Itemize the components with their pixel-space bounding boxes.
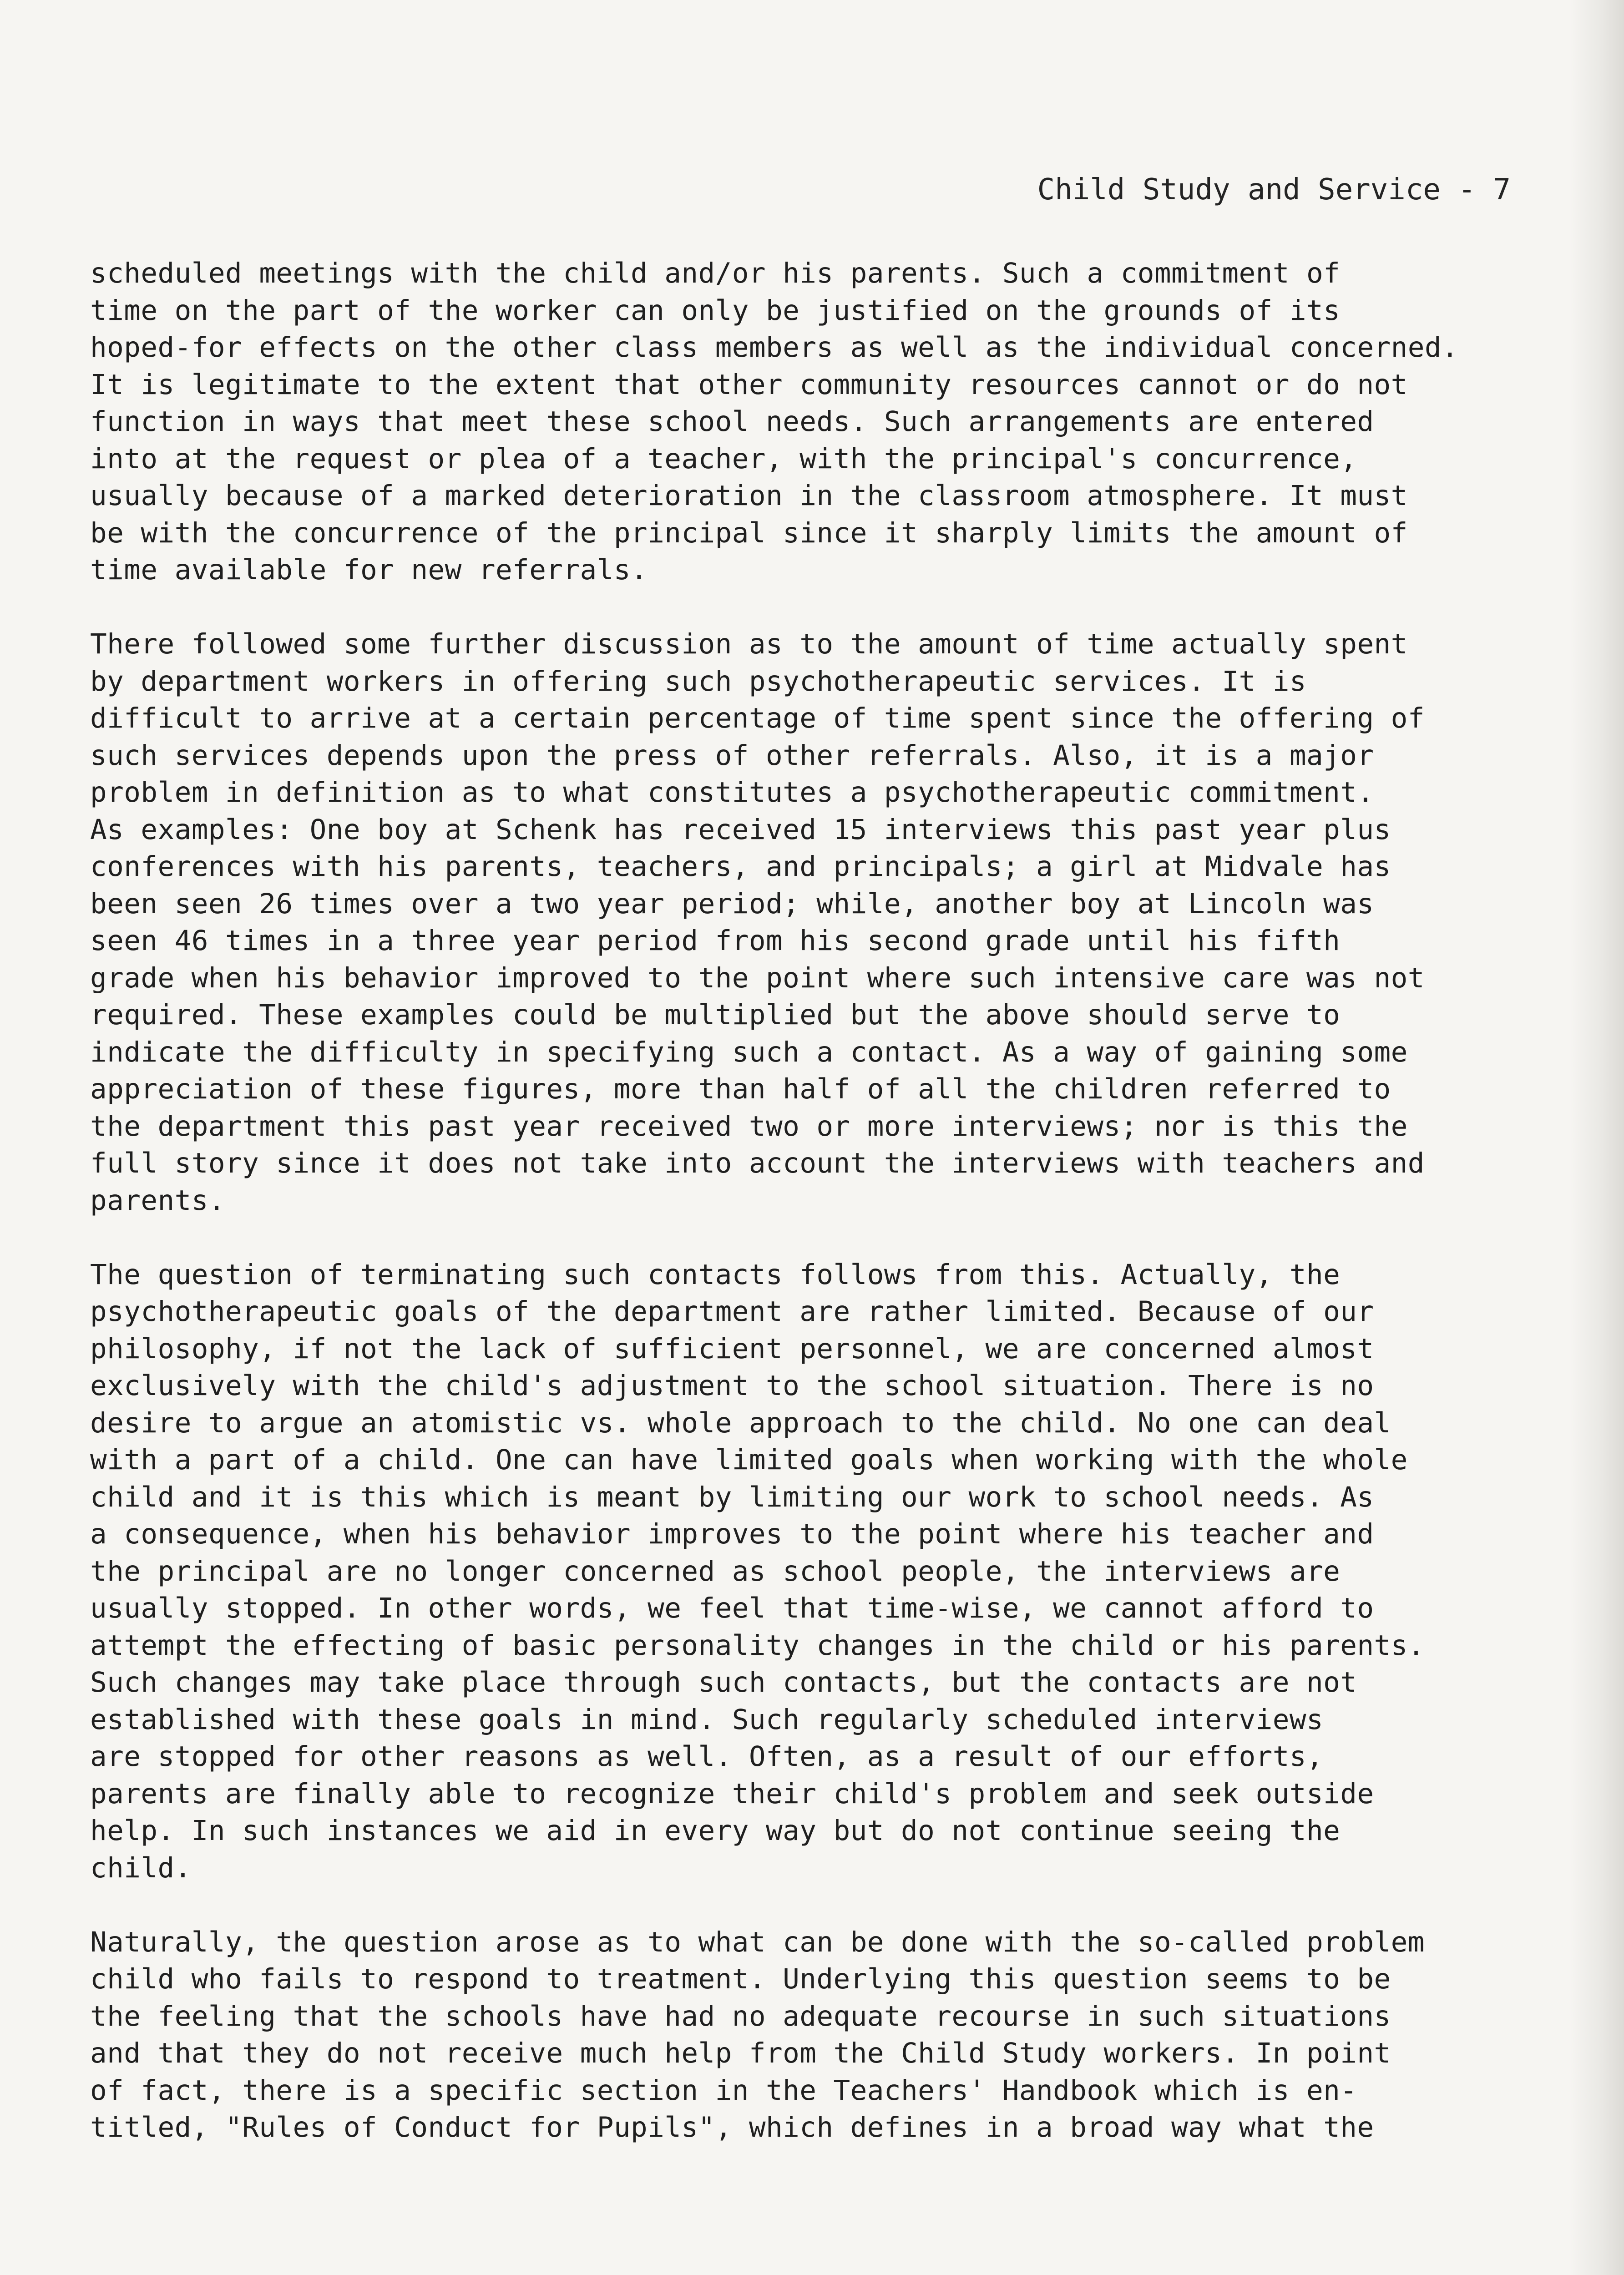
text-line: It is legitimate to the extent that other community resources cannot or do not [90,368,1408,401]
text-line: parents are finally able to recognize their child's problem and seek outside [90,1777,1374,1810]
text-line: scheduled meetings with the child and/or his parents. Such a commitment of [90,257,1341,289]
text-line: child. [90,1851,192,1884]
text-line: The question of terminating such contacts follows from this. Actually, the [90,1258,1341,1291]
text-line: established with these goals in mind. Such regularly scheduled interviews [90,1703,1324,1736]
text-line: indicate the difficulty in specifying such a contact. As a way of gaining some [90,1036,1408,1068]
text-line: usually stopped. In other words, we feel that time-wise, we cannot afford to [90,1592,1374,1624]
text-line: appreciation of these figures, more than half of all the children referred to [90,1073,1391,1105]
text-line: child and it is this which is meant by limiting our work to school needs. As [90,1481,1374,1513]
text-line: hoped-for effects on the other class members as well as the individual concerned. [90,331,1459,364]
text-line: philosophy, if not the lack of sufficient personnel, we are concerned almost [90,1332,1374,1365]
text-line: of fact, there is a specific section in the Teachers' Handbook which is en- [90,2074,1357,2107]
text-line: with a part of a child. One can have limited goals when working with the whole [90,1444,1408,1476]
text-line: time on the part of the worker can only be justified on the grounds of its [90,294,1341,327]
text-line: the principal are no longer concerned as school people, the interviews are [90,1555,1341,1587]
text-line: seen 46 times in a three year period from his second grade until his fifth [90,925,1341,957]
paragraph-2 [90,626,1546,1219]
text-line: be with the concurrence of the principal since it sharply limits the amount of [90,516,1408,549]
text-line: exclusively with the child's adjustment to the school situation. There is no [90,1370,1374,1402]
text-line: psychotherapeutic goals of the department are rather limited. Because of our [90,1295,1374,1328]
text-line: There followed some further discussion as to the amount of time actually spent [90,628,1408,660]
paragraph-3 [90,1256,1546,1887]
text-line: and that they do not receive much help from the Child Study workers. In point [90,2037,1391,2069]
text-line: time available for new referrals. [90,554,648,586]
text-line: full story since it does not take into account the interviews with teachers and [90,1147,1425,1179]
text-line: Such changes may take place through such contacts, but the contacts are not [90,1666,1357,1699]
text-line: function in ways that meet these school needs. Such arrangements are entered [90,405,1374,438]
paragraph-4 [90,1924,1546,2146]
text-line: grade when his behavior improved to the point where such intensive care was not [90,961,1425,994]
running-head: Child Study and Service - 7 [1037,173,1511,207]
text-line: desire to argue an atomistic vs. whole approach to the child. No one can deal [90,1406,1391,1439]
text-line: child who fails to respond to treatment. Underlying this question seems to be [90,1963,1391,1995]
text-line: by department workers in offering such psychotherapeutic services. It is [90,665,1307,698]
text-line: are stopped for other reasons as well. Often, as a result of our efforts, [90,1740,1324,1773]
text-line: the department this past year received two or more interviews; nor is this the [90,1110,1408,1143]
text-line: conferences with his parents, teachers, and principals; a girl at Midvale has [90,850,1391,883]
page-edge-shadow [1569,0,1624,2275]
text-line: into at the request or plea of a teacher, with the principal's concurrence, [90,442,1357,475]
text-line: the feeling that the schools have had no adequate recourse in such situations [90,2000,1391,2032]
text-line: required. These examples could be multiplied but the above should serve to [90,999,1341,1031]
text-line: titled, "Rules of Conduct for Pupils", which defines in a broad way what the [90,2111,1374,2144]
text-line: usually because of a marked deterioration in the classroom atmosphere. It must [90,480,1408,512]
text-line: As examples: One boy at Schenk has received 15 interviews this past year plus [90,813,1391,846]
text-line: Naturally, the question arose as to what can be done with the so-called problem [90,1926,1425,1958]
paragraph-1 [90,255,1546,589]
text-line: a consequence, when his behavior improves to the point where his teacher and [90,1518,1374,1550]
text-line: problem in definition as to what constitutes a psychotherapeutic commitment. [90,776,1374,809]
text-line: parents. [90,1184,226,1217]
text-line: help. In such instances we aid in every way but do not continue seeing the [90,1815,1341,1847]
body-text [90,255,1546,2183]
text-line: attempt the effecting of basic personality changes in the child or his parents. [90,1629,1425,1662]
text-line: such services depends upon the press of other referrals. Also, it is a major [90,739,1374,772]
text-line: been seen 26 times over a two year period; while, another boy at Lincoln was [90,887,1374,920]
text-line: difficult to arrive at a certain percentage of time spent since the offering of [90,702,1425,734]
